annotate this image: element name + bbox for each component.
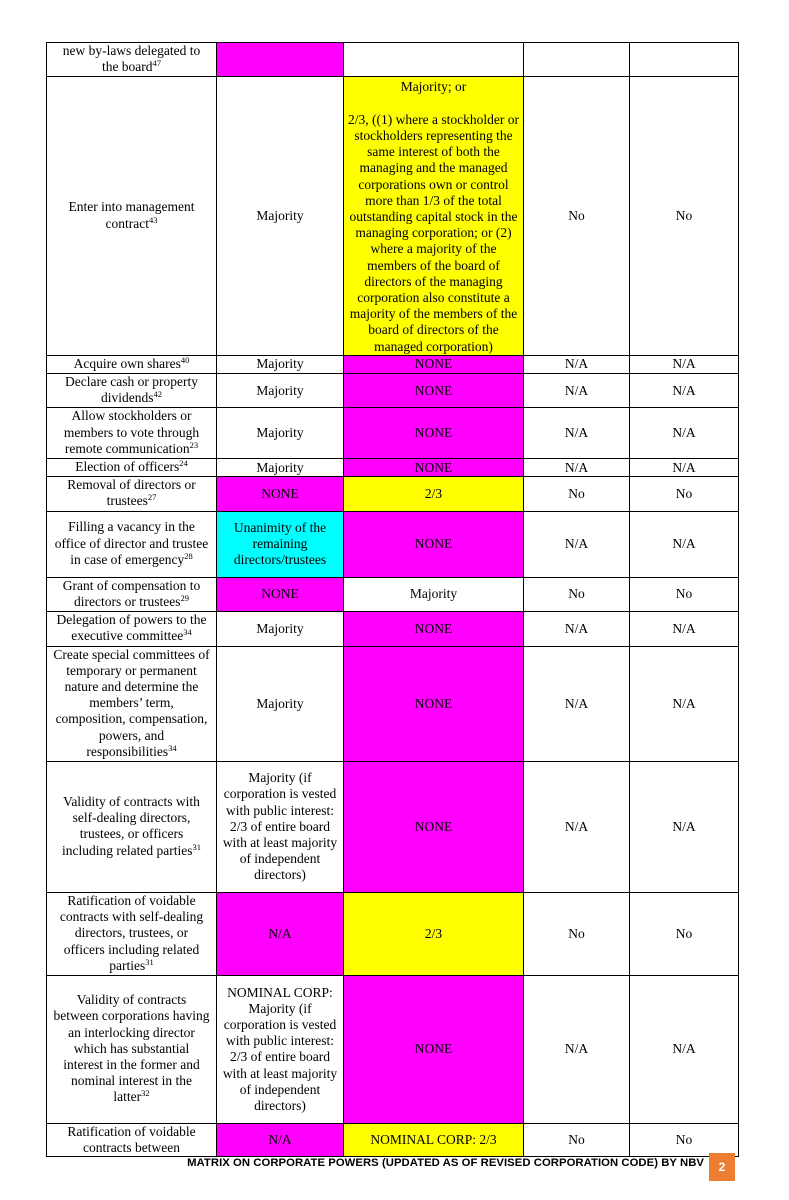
stockholder-vote-cell: NONE bbox=[344, 459, 524, 477]
appraisal-right-cell: No bbox=[524, 577, 630, 611]
board-vote-cell bbox=[217, 43, 344, 77]
power-cell: Allow stockholders or members to vote through remote communication$^{23}$ bbox=[47, 408, 217, 459]
table-row bbox=[47, 646, 739, 761]
power-cell: Grant of compensation to directors or trustees$^{29}$ bbox=[47, 577, 217, 611]
stockholder-vote-cell: NOMINAL CORP: 2/3 bbox=[344, 1123, 524, 1156]
board-vote-cell: Majority bbox=[217, 374, 344, 408]
sec-approval-cell: N/A bbox=[630, 408, 739, 459]
sec-approval-cell: N/A bbox=[630, 975, 739, 1123]
footnote-ref: 34 bbox=[168, 742, 177, 753]
power-cell: Removal of directors or trustees$^{27}$ bbox=[47, 477, 217, 511]
table-row bbox=[47, 374, 739, 408]
power-cell: new by-laws delegated to the board$^{47}$ bbox=[47, 43, 217, 77]
stockholder-vote-cell bbox=[344, 43, 524, 77]
footnote-ref: 27 bbox=[147, 492, 157, 503]
board-vote-cell: Majority (if corporation is vested with public interest: 2/3 of entire board with at least majority of independent directors) bbox=[217, 761, 344, 892]
table-row bbox=[47, 43, 739, 77]
appraisal-right-cell bbox=[524, 43, 630, 77]
footnote-ref: 28 bbox=[184, 550, 193, 561]
appraisal-right-cell: N/A bbox=[524, 975, 630, 1123]
power-cell: Ratification of voidable contracts with self-dealing directors, trustees, or officers including related parties$^{31}$ bbox=[47, 892, 217, 975]
board-vote-cell: NONE bbox=[217, 477, 344, 511]
table-row bbox=[47, 975, 739, 1123]
sec-approval-cell: No bbox=[630, 477, 739, 511]
appraisal-right-cell: N/A bbox=[524, 374, 630, 408]
footnote-ref: 24 bbox=[179, 458, 188, 469]
footnote-ref: 31 bbox=[192, 841, 201, 852]
stockholder-vote-cell: NONE bbox=[344, 408, 524, 459]
stockholder-vote-cell: Majority; or 2/3, ((1) where a stockholder or stockholders representing the same interest of both the managing and the managed corporations own or control more than 1/3 of the total outstanding capital stock in the managing corporation; or (2) where a majority of the members of the board of directors of the managing corporation also constitute a majority of the members of the board of directors of the managed corporation) bbox=[344, 77, 524, 355]
table-row bbox=[47, 761, 739, 892]
stockholder-vote-cell: NONE bbox=[344, 612, 524, 646]
table-row bbox=[47, 612, 739, 646]
power-cell: Enter into management contract$^{43}$ bbox=[47, 77, 217, 355]
table-row bbox=[47, 477, 739, 511]
power-cell: Validity of contracts between corporations having an interlocking director which has substantial interest in the former and nominal interest in the latter$^{32}$ bbox=[47, 975, 217, 1123]
appraisal-right-cell: No bbox=[524, 477, 630, 511]
board-vote-cell: N/A bbox=[217, 1123, 344, 1156]
power-cell: Filling a vacancy in the office of director and trustee in case of emergency$^{28}$ bbox=[47, 511, 217, 577]
table-row bbox=[47, 511, 739, 577]
footnote-ref: 47 bbox=[152, 58, 162, 69]
appraisal-right-cell: N/A bbox=[524, 511, 630, 577]
sec-approval-cell bbox=[630, 43, 739, 77]
footnote-ref: 43 bbox=[148, 214, 158, 225]
stockholder-vote-cell: NONE bbox=[344, 761, 524, 892]
board-vote-cell: Majority bbox=[217, 459, 344, 477]
appraisal-right-cell: N/A bbox=[524, 408, 630, 459]
board-vote-cell: Unanimity of the remaining directors/trustees bbox=[217, 511, 344, 577]
sec-approval-cell: N/A bbox=[630, 761, 739, 892]
sec-approval-cell: No bbox=[630, 577, 739, 611]
table-row bbox=[47, 355, 739, 373]
table-row bbox=[47, 1123, 739, 1156]
appraisal-right-cell: No bbox=[524, 892, 630, 975]
board-vote-cell: Majority bbox=[217, 612, 344, 646]
table-row bbox=[47, 77, 739, 355]
sec-approval-cell: N/A bbox=[630, 511, 739, 577]
sec-approval-cell: No bbox=[630, 77, 739, 355]
board-vote-cell: NONE bbox=[217, 577, 344, 611]
stockholder-vote-cell: NONE bbox=[344, 646, 524, 761]
board-vote-cell: N/A bbox=[217, 892, 344, 975]
appraisal-right-cell: N/A bbox=[524, 459, 630, 477]
footnote-ref: 40 bbox=[180, 354, 190, 365]
sec-approval-cell: N/A bbox=[630, 459, 739, 477]
board-vote-cell: Majority bbox=[217, 408, 344, 459]
stockholder-vote-cell: NONE bbox=[344, 975, 524, 1123]
appraisal-right-cell: No bbox=[524, 77, 630, 355]
power-cell: Create special committees of temporary or permanent nature and determine the members’ term, composition, compensation, powers, and responsibilities$^{34}$ bbox=[47, 646, 217, 761]
footnote-ref: 42 bbox=[153, 389, 162, 400]
power-cell: Ratification of voidable contracts between bbox=[47, 1123, 217, 1156]
sec-approval-cell: N/A bbox=[630, 374, 739, 408]
board-vote-cell: NOMINAL CORP: Majority (if corporation is vested with public interest: 2/3 of entire board with at least majority of independent directors) bbox=[217, 975, 344, 1123]
appraisal-right-cell: N/A bbox=[524, 761, 630, 892]
corporate-powers-table bbox=[46, 42, 739, 1157]
stockholder-vote-cell: NONE bbox=[344, 355, 524, 373]
footnote-ref: 32 bbox=[141, 1088, 150, 1099]
sec-approval-cell: No bbox=[630, 1123, 739, 1156]
table-row bbox=[47, 408, 739, 459]
board-vote-cell: Majority bbox=[217, 646, 344, 761]
footnote-ref: 23 bbox=[189, 439, 199, 450]
table-row bbox=[47, 577, 739, 611]
appraisal-right-cell: No bbox=[524, 1123, 630, 1156]
stockholder-vote-cell: NONE bbox=[344, 511, 524, 577]
table-row bbox=[47, 892, 739, 975]
page-number-badge: 2 bbox=[709, 1153, 735, 1181]
power-cell: Declare cash or property dividends$^{42}$ bbox=[47, 374, 217, 408]
stockholder-vote-cell: Majority bbox=[344, 577, 524, 611]
sec-approval-cell: No bbox=[630, 892, 739, 975]
sec-approval-cell: N/A bbox=[630, 355, 739, 373]
board-vote-cell: Majority bbox=[217, 77, 344, 355]
sec-approval-cell: N/A bbox=[630, 612, 739, 646]
appraisal-right-cell: N/A bbox=[524, 355, 630, 373]
appraisal-right-cell: N/A bbox=[524, 646, 630, 761]
table-row bbox=[47, 459, 739, 477]
stockholder-vote-cell: NONE bbox=[344, 374, 524, 408]
power-cell: Delegation of powers to the executive committee$^{34}$ bbox=[47, 612, 217, 646]
footnote-ref: 34 bbox=[183, 627, 192, 638]
sec-approval-cell: N/A bbox=[630, 646, 739, 761]
footnote-ref: 29 bbox=[180, 592, 189, 603]
power-cell: Validity of contracts with self-dealing directors, trustees, or officers including related parties$^{31}$ bbox=[47, 761, 217, 892]
appraisal-right-cell: N/A bbox=[524, 612, 630, 646]
power-cell: Acquire own shares$^{40}$ bbox=[47, 355, 217, 373]
stockholder-vote-cell: 2/3 bbox=[344, 477, 524, 511]
footnote-ref: 31 bbox=[145, 956, 154, 967]
power-cell: Election of officers$^{24}$ bbox=[47, 459, 217, 477]
footer-title: MATRIX ON CORPORATE POWERS (UPDATED AS OF REVISED CORPORATION CODE) BY NBV bbox=[187, 1157, 704, 1169]
board-vote-cell: Majority bbox=[217, 355, 344, 373]
stockholder-vote-cell: 2/3 bbox=[344, 892, 524, 975]
